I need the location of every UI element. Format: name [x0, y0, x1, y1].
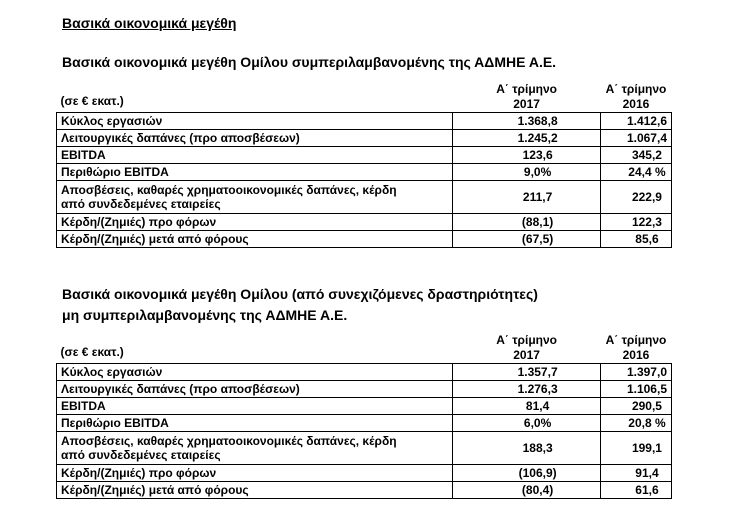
column-header-year: 2016	[622, 348, 650, 362]
value-2016: 91,4	[600, 465, 671, 482]
table-row	[57, 113, 672, 130]
row-label: Κέρδη/(Ζημιές) προ φόρων	[57, 214, 453, 231]
column-header-line: Α΄ τρίμηνο	[496, 333, 557, 347]
value-2016: 199,1	[600, 432, 671, 465]
table-row	[57, 465, 672, 482]
row-label: EBITDA	[57, 147, 453, 164]
row-label: Κέρδη/(Ζημιές) προ φόρων	[57, 465, 453, 482]
value-2017: 6,0%	[453, 415, 601, 432]
section-title-line: Βασικά οικονομικά μεγέθη Ομίλου (από συνεχιζόμενες δραστηριότητες)	[62, 286, 538, 302]
value-2017: (67,5)	[453, 231, 601, 248]
value-2017: 81,4	[453, 398, 601, 415]
value-2017: (80,4)	[453, 482, 601, 499]
row-label: Λειτουργικές δαπάνες (προ αποσβέσεων)	[57, 130, 453, 147]
value-2017: 1.245,2	[453, 130, 601, 147]
table-header-row	[57, 82, 672, 113]
value-2016: 1.106,5	[600, 381, 671, 398]
column-header-2016	[600, 82, 671, 113]
page-title: Βασικά οικονομικά μεγέθη	[62, 15, 237, 31]
value-2017: 211,7	[453, 181, 601, 214]
table-row	[57, 147, 672, 164]
value-2016: 20,8 %	[600, 415, 671, 432]
column-header-year: 2017	[513, 97, 540, 111]
row-label: EBITDA	[57, 398, 453, 415]
table-header-row	[57, 333, 672, 364]
value-2017: 1.357,7	[453, 364, 601, 381]
row-label-line: από συνδεδεμένες εταιρείες	[61, 448, 221, 462]
column-header-line: Α΄ τρίμηνο	[496, 82, 557, 96]
row-label: Περιθώριο EBITDA	[57, 164, 453, 181]
unit-label: (σε € εκατ.)	[60, 345, 124, 359]
value-2017: 188,3	[453, 432, 601, 465]
value-2016: 61,6	[600, 482, 671, 499]
value-2017: 1.276,3	[453, 381, 601, 398]
section-title	[62, 52, 556, 73]
section-title-line: Βασικά οικονομικά μεγέθη Ομίλου συμπεριλαμβανομένης της ΑΔΜΗΕ Α.Ε.	[62, 54, 557, 70]
row-label: Κέρδη/(Ζημιές) μετά από φόρους	[57, 482, 453, 499]
section-title	[62, 284, 538, 326]
financial-table	[56, 82, 672, 248]
column-header-2017	[453, 82, 601, 113]
value-2016: 85,6	[600, 231, 671, 248]
value-2016: 1.412,6	[600, 113, 671, 130]
row-label-line: Αποσβέσεις, καθαρές χρηματοοικονομικές δαπάνες, κέρδη	[61, 183, 397, 197]
table-row	[57, 181, 672, 214]
row-label: Κέρδη/(Ζημιές) μετά από φόρους	[57, 231, 453, 248]
value-2016: 1.397,0	[600, 364, 671, 381]
value-2017: 123,6	[453, 147, 601, 164]
value-2017: (106,9)	[453, 465, 601, 482]
table-row	[57, 231, 672, 248]
row-label-line: Αποσβέσεις, καθαρές χρηματοοικονομικές δαπάνες, κέρδη	[61, 434, 397, 448]
table-row	[57, 432, 672, 465]
column-header-2016	[600, 333, 671, 364]
column-header-2017	[453, 333, 601, 364]
value-2016: 24,4 %	[600, 164, 671, 181]
value-2016: 345,2	[600, 147, 671, 164]
column-header-year: 2017	[513, 348, 540, 362]
value-2017: (88,1)	[453, 214, 601, 231]
table-row	[57, 130, 672, 147]
row-label: Κύκλος εργασιών	[57, 364, 453, 381]
section-title-line: μη συμπεριλαμβανομένης της ΑΔΜΗΕ Α.Ε.	[62, 307, 348, 323]
row-label: Περιθώριο EBITDA	[57, 415, 453, 432]
column-header-line: Α΄ τρίμηνο	[605, 82, 667, 96]
table-row	[57, 482, 672, 499]
column-header-year: 2016	[622, 97, 650, 111]
table-row	[57, 364, 672, 381]
table-row	[57, 214, 672, 231]
value-2017: 9,0%	[453, 164, 601, 181]
table-row	[57, 164, 672, 181]
unit-label: (σε € εκατ.)	[60, 94, 124, 108]
row-label: Κύκλος εργασιών	[57, 113, 453, 130]
row-label	[57, 432, 453, 465]
table-row	[57, 415, 672, 432]
value-2016: 290,5	[600, 398, 671, 415]
column-header-line: Α΄ τρίμηνο	[605, 333, 667, 347]
row-label: Λειτουργικές δαπάνες (προ αποσβέσεων)	[57, 381, 453, 398]
row-label-line: από συνδεδεμένες εταιρείες	[61, 197, 221, 211]
value-2016: 222,9	[600, 181, 671, 214]
table-row	[57, 398, 672, 415]
financial-table	[56, 333, 672, 499]
row-label	[57, 181, 453, 214]
value-2017: 1.368,8	[453, 113, 601, 130]
table-row	[57, 381, 672, 398]
value-2016: 122,3	[600, 214, 671, 231]
value-2016: 1.067,4	[600, 130, 671, 147]
